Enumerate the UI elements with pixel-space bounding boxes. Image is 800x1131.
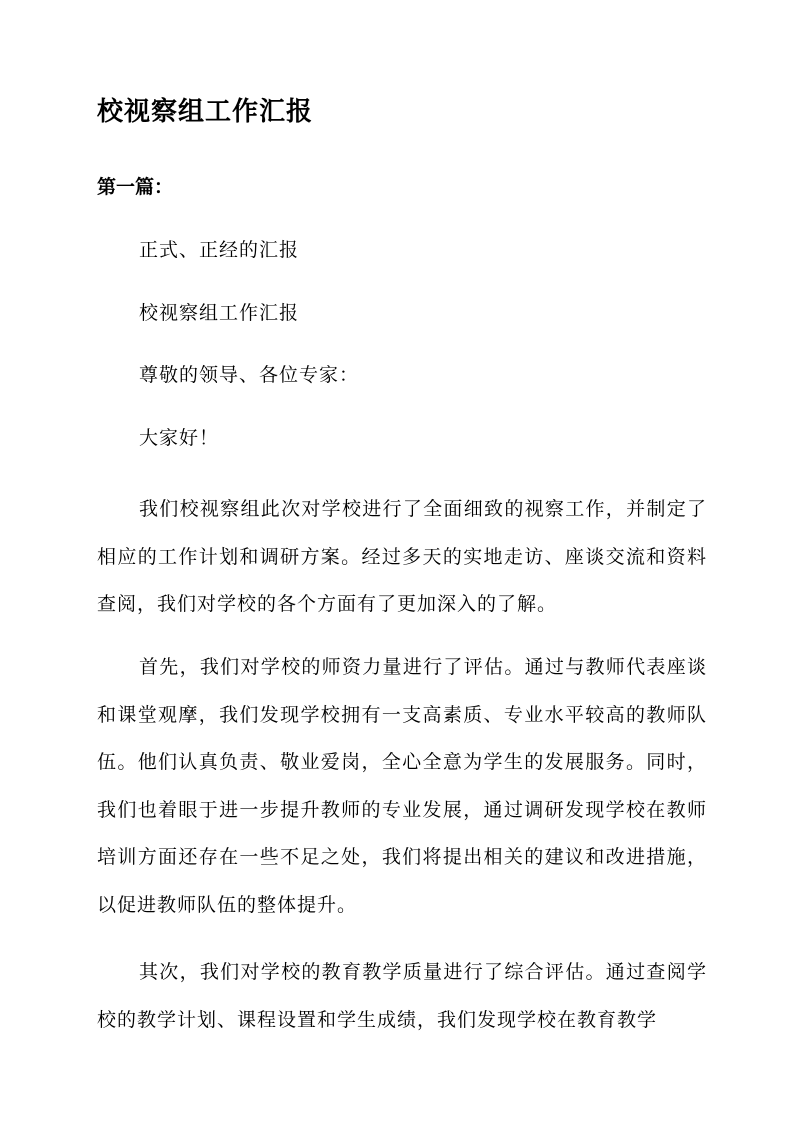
report-title-line: 校视察组工作汇报 [139,302,300,324]
body-paragraph-teachers: 首先，我们对学校的师资力量进行了评估。通过与教师代表座谈和课堂观摩，我们发现学校拥有一支高素质、专业水平较高的教师队伍。他们认真负责、敬业爱岗，全心全意为学生的发展服务。同时，我们也着眼于进一步提升教师的专业发展，通过调研发现学校在教师培训方面还存在一些不足之处，我们将提出相关的建议和改进措施，以促进教师队伍的整体提升。 [97,656,707,916]
greeting-line: 大家好！ [139,427,220,449]
body-paragraph-intro: 我们校视察组此次对学校进行了全面细致的视察工作，并制定了相应的工作计划和调研方案。经过多天的实地走访、座谈交流和资料查阅，我们对学校的各个方面有了更加深入的了解。 [97,498,707,615]
salutation-line: 尊敬的领导、各位专家： [139,364,360,386]
body-paragraph-teaching-quality: 其次，我们对学校的教育教学质量进行了综合评估。通过查阅学校的教学计划、课程设置和学生成绩，我们发现学校在教育教学 [97,961,707,1031]
document-title: 校视察组工作汇报 [97,97,314,127]
subtitle-line: 正式、正经的汇报 [139,239,300,261]
section-heading: 第一篇： [97,176,174,198]
